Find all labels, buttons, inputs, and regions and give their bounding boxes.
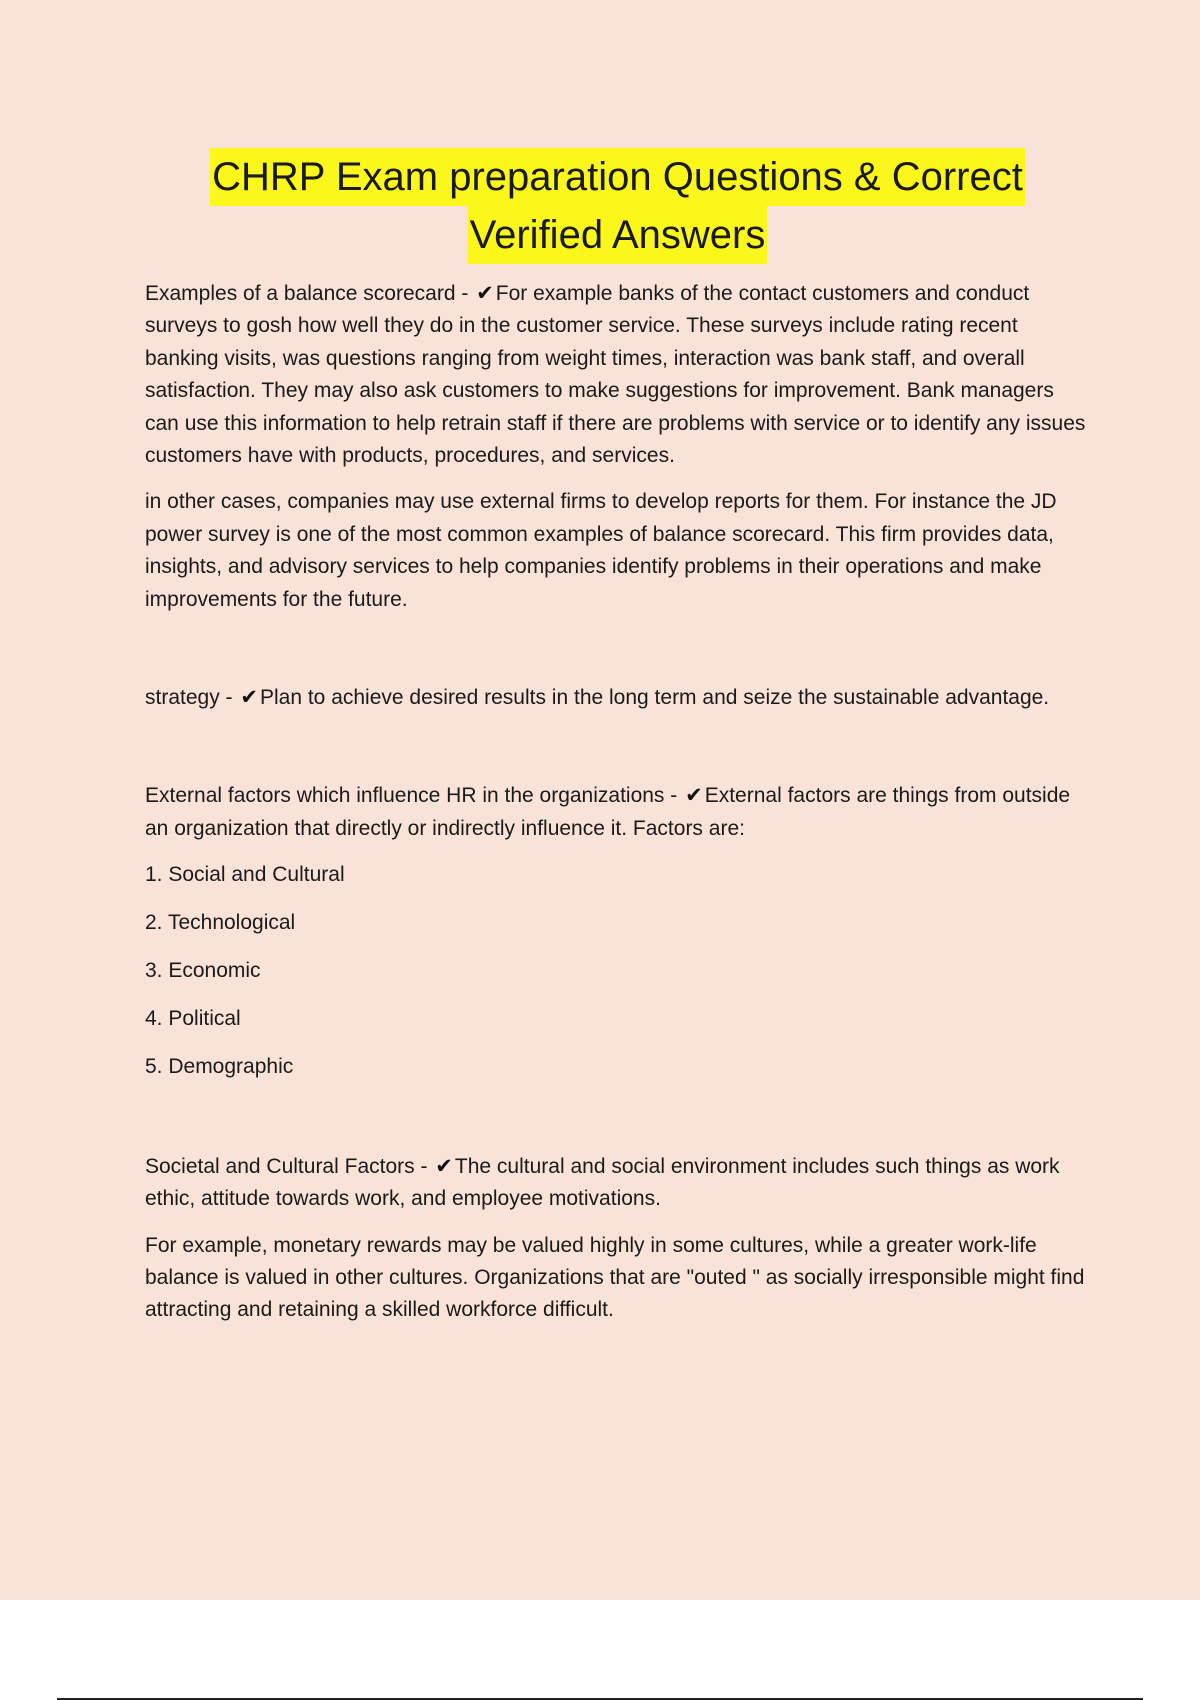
entry-answer: External factors are things from outside an organization that directly or indirectly influence it. Factors are: [145, 784, 1071, 840]
list-item: 4. Political [145, 1007, 241, 1030]
document-body [145, 278, 1090, 1341]
entry-answer: The cultural and social environment includes such things as work ethic, attitude towards work, and employee motivations. [145, 1154, 1060, 1211]
entry-external-factors [145, 780, 1090, 845]
entry-term: strategy - [145, 686, 239, 710]
title-line-2: Verified Answers [468, 206, 768, 264]
list-item: 3. Economic [145, 959, 261, 983]
list-item: 1. Social and Cultural [145, 863, 345, 887]
checkmark-icon: ✔ [240, 686, 258, 710]
entry-societal-cultural-factors [145, 1151, 1090, 1216]
entry-balance-scorecard [145, 278, 1090, 472]
checkmark-icon: ✔ [435, 1154, 453, 1178]
entry-answer: For example banks of the contact customers and conduct surveys to gosh how well they do in the customer service. These surveys include rating recent banking visits, was questions ranging from weight times, interaction was bank staff, and overall satisfaction. They may also ask customers to make suggestions for improvement. Bank managers can use this information to help retrain staff if there are problems with service or to identify any issues customers have with products, procedures, and services. [145, 282, 1086, 468]
list-item: 5. Demographic [145, 1054, 294, 1078]
page-title [0, 148, 1200, 264]
entry-strategy [145, 682, 1090, 714]
entry-term: Societal and Cultural Factors - [145, 1154, 434, 1178]
title-line-1: CHRP Exam preparation Questions & Correct [210, 148, 1025, 206]
entry-term: Examples of a balance scorecard - [145, 282, 475, 305]
entry-answer: Plan to achieve desired results in the long term and seize the sustainable advantage. [259, 686, 1050, 710]
entry-extra-paragraph: in other cases, companies may use external firms to develop reports for them. For instance the JD power survey is one of the most common examples of balance scorecard. This firm provides data, insights, and advisory services to help companies identify problems in their operations and make improvements for the future. [145, 490, 1057, 611]
entry-term: External factors which influence HR in the organizations - [145, 784, 684, 808]
entry-extra-paragraph: For example, monetary rewards may be valued highly in some cultures, while a greater work-life balance is valued in other cultures. Organizations that are "outed " as socially irresponsible might find attracting and retaining a skilled workforce difficult. [145, 1233, 1085, 1322]
checkmark-icon: ✔ [685, 784, 703, 808]
list-item: 2. Technological [145, 911, 296, 935]
checkmark-icon: ✔ [476, 282, 494, 305]
